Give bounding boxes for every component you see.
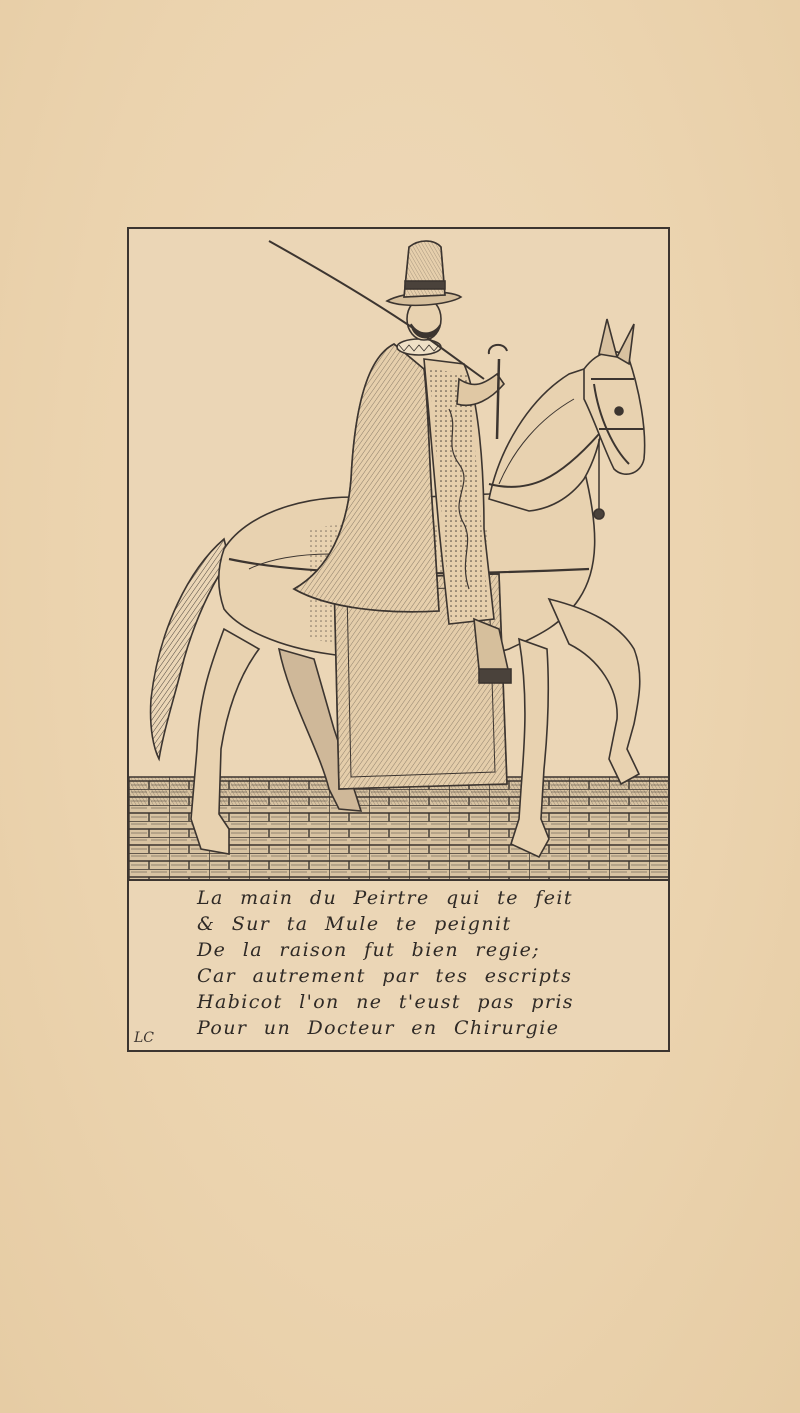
engraving-illustration	[129, 229, 668, 879]
engraved-plate	[127, 227, 670, 1052]
verse-caption	[129, 881, 668, 1052]
verse-line: De la raison fut bien regie;	[197, 939, 541, 961]
verse-line: Pour un Docteur en Chirurgie	[197, 1017, 560, 1039]
verse-line: & Sur ta Mule te peignit	[197, 913, 512, 935]
verse-line: Car autrement par tes escripts	[197, 965, 573, 987]
engraver-signature: LC	[134, 1030, 155, 1046]
verse-line: Habicot l'on ne t'eust pas pris	[197, 991, 574, 1013]
verse-line: La main du Peirtre qui te feit	[197, 887, 573, 909]
